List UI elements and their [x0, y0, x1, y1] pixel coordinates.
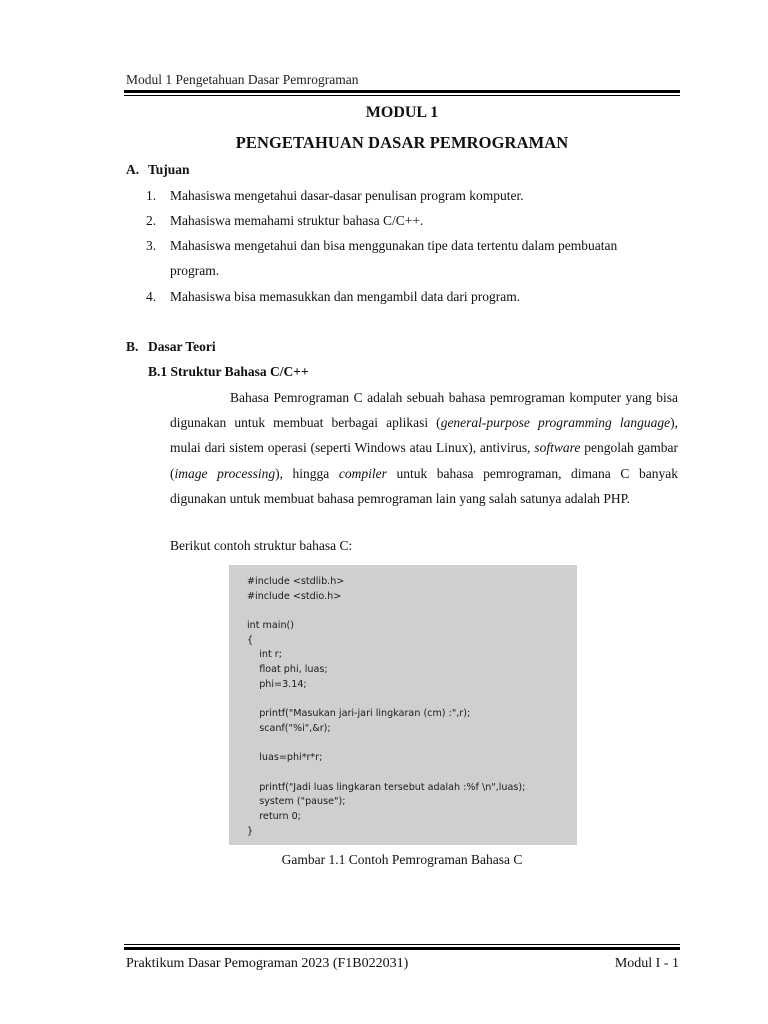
list-item-text: Mahasiswa bisa memasukkan dan mengambil data dari program. — [170, 289, 521, 304]
code-line: luas=phi*r*r; — [247, 752, 323, 764]
para-text: ), mulai dari sistem operasi (seperti Windows atau Linux), antivirus, — [170, 415, 678, 456]
code-line — [247, 604, 525, 619]
figure-caption: Gambar 1.1 Contoh Pemrograman Bahasa C — [281, 852, 523, 867]
footer-course-info: Praktikum Dasar Pemograman 2023 (F1B022031) — [126, 956, 409, 971]
subsection-heading: B.1 Struktur Bahasa C/C++ — [148, 364, 309, 379]
para-italic-term: general-purpose programming language — [440, 415, 671, 431]
list-item-number: 4. — [146, 289, 157, 304]
list-item-text-continued: program. — [170, 263, 220, 278]
para-text: ), hingga — [275, 465, 339, 481]
code-line: #include <stdio.h> — [247, 590, 342, 602]
code-listing — [247, 575, 525, 839]
running-header: Modul 1 Pengetahuan Dasar Pemrograman — [126, 72, 359, 87]
para-italic-term: image processing — [174, 465, 276, 481]
para-text: pengolah gambar ( — [170, 440, 678, 481]
code-line: } — [247, 825, 254, 837]
code-line: { — [247, 634, 254, 646]
list-item-text: Mahasiswa mengetahui dan bisa menggunakan tipe data tertentu dalam pembuatan — [170, 238, 618, 253]
section-a-title: Tujuan — [148, 162, 190, 177]
code-line: int r; — [247, 649, 282, 661]
code-line: printf("Jadi luas lingkaran tersebut adalah :%f \n",luas); — [247, 781, 526, 793]
section-b-heading — [126, 339, 216, 355]
module-main-title: PENGETAHUAN DASAR PEMROGRAMAN — [235, 133, 569, 152]
section-a-letter: A. — [126, 162, 140, 177]
code-line — [247, 737, 525, 752]
footer-rule-thick — [124, 947, 680, 950]
footer-page-number: Modul I - 1 — [614, 956, 679, 971]
code-line: #include <stdlib.h> — [247, 576, 345, 587]
body-paragraph — [170, 385, 678, 511]
section-b-letter: B. — [126, 339, 139, 354]
code-line — [247, 693, 525, 708]
para-text: untuk bahasa pemrograman, dimana C banyak digunakan untuk membuat bahasa pemrograman lain yang salah satunya adalah PHP. — [170, 465, 678, 506]
para-italic-term: software — [534, 440, 581, 456]
code-line: phi=3.14; — [247, 678, 307, 690]
para-italic-term: compiler — [338, 465, 387, 481]
section-b-title: Dasar Teori — [148, 339, 216, 354]
list-item-text: Mahasiswa memahami struktur bahasa C/C++. — [170, 213, 424, 228]
code-line: int main() — [247, 620, 295, 632]
list-item-number: 3. — [146, 238, 157, 253]
code-line — [247, 766, 525, 781]
footer-rule-thin — [124, 944, 680, 945]
code-figure — [229, 565, 577, 845]
code-line: float phi, luas; — [247, 664, 328, 676]
code-line: printf("Masukan jari-jari lingkaran (cm) :",r); — [247, 708, 471, 720]
para-text: Bahasa Pemrograman C adalah sebuah bahasa pemrograman komputer yang bisa digunakan untuk membuat berbagai aplikasi ( — [170, 390, 678, 431]
module-number-title: MODUL 1 — [365, 104, 439, 121]
list-item-text: Mahasiswa mengetahui dasar-dasar penulisan program komputer. — [170, 188, 524, 203]
code-line: system ("pause"); — [247, 796, 346, 808]
code-line: scanf("%i",&r); — [247, 722, 331, 734]
section-a-heading — [126, 162, 190, 178]
code-line: return 0; — [247, 811, 301, 822]
list-item-number: 1. — [146, 188, 157, 203]
header-rule-thick — [124, 90, 680, 93]
list-item-number: 2. — [146, 213, 157, 228]
header-rule-thin — [124, 95, 680, 96]
code-intro-text: Berikut contoh struktur bahasa C: — [170, 538, 353, 553]
